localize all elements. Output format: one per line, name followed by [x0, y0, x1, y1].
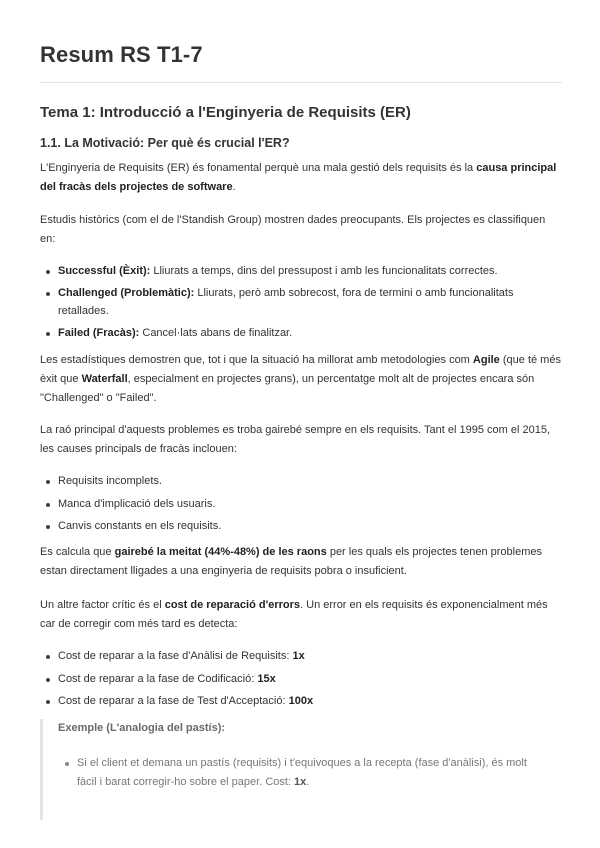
list-item: Si el client et demana un pastís (requisits) i t'equivoques a la recepta (fase d'anàlisi), és molt fàcil i barat corregir-ho sobre el paper. Cost: 1x. — [59, 754, 529, 792]
example-blockquote — [40, 719, 562, 820]
document-title: Resum RS T1-7 — [40, 42, 203, 67]
bold-phrase: causa principal del fracàs dels projectes de software — [40, 162, 557, 193]
cost-list — [40, 647, 562, 711]
list-item: Requisits incomplets. — [40, 472, 562, 491]
paragraph-cost: Un altre factor crític és el cost de reparació d'errors. Un error en els requisits és exponencialment més car de corregir com més tard es detecta: — [40, 599, 548, 630]
paragraph-half: Es calcula que gairebé la meitat (44%-48%) de les raons per les quals els projectes tenen problemes estan directament lligades a una enginyeria de requisits pobra o insuficient. — [40, 546, 542, 577]
list-item: Cost de reparar a la fase de Test d'Acceptació: 100x — [40, 692, 562, 711]
section-title: Tema 1: Introducció a l'Enginyeria de Requisits (ER) — [40, 104, 411, 121]
list-item: Cost de reparar a la fase de Codificació: 15x — [40, 670, 562, 689]
title-divider — [40, 82, 562, 83]
category-list — [40, 262, 562, 342]
example-list — [59, 754, 529, 792]
list-item: Successful (Èxit): Lliurats a temps, dins del pressupost i amb les funcionalitats correctes. — [40, 262, 562, 281]
paragraph-reasons: La raó principal d'aquests problemes es troba gairebé sempre en els requisits. Tant el 1995 com el 2015, les causes principals de fracàs inclouen: — [40, 424, 551, 455]
list-item: Cost de reparar a la fase d'Anàlisi de Requisits: 1x — [40, 647, 562, 666]
causes-list — [40, 472, 562, 536]
paragraph-intro: L'Enginyeria de Requisits (ER) és fonamental perquè una mala gestió dels requisits és la causa principal del fracàs dels projectes de software. — [40, 162, 557, 193]
paragraph-studies: Estudis històrics (com el de l'Standish Group) mostren dades preocupants. Els projectes es classifiquen en: — [40, 214, 546, 245]
paragraph-statistics: Les estadístiques demostren que, tot i que la situació ha millorat amb metodologies com Agile (que té més èxit que Waterfall, especialment en projectes grans), un percentatge molt alt de projectes encara són "Challenged" o "Failed". — [40, 354, 561, 404]
list-item: Challenged (Problemàtic): Lliurats, però amb sobrecost, fora de termini o amb funcionalitats retallades. — [40, 284, 562, 321]
subsection-title: 1.1. La Motivació: Per què és crucial l'ER? — [40, 136, 290, 150]
example-title: Exemple (L'analogia del pastís): — [58, 722, 226, 734]
list-item: Manca d'implicació dels usuaris. — [40, 495, 562, 514]
list-item: Canvis constants en els requisits. — [40, 517, 562, 536]
list-item: Failed (Fracàs): Cancel·lats abans de finalitzar. — [40, 324, 562, 343]
